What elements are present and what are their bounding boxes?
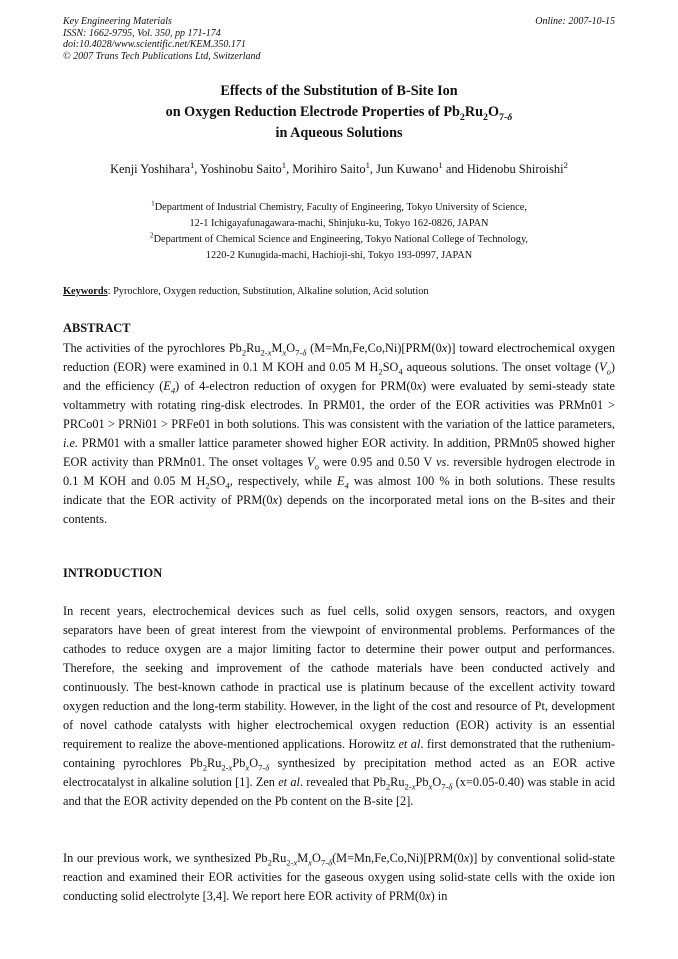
- author-list: Kenji Yoshihara$^1$, Yoshinobu Saito$^1$, Morihiro Saito$^1$, Jun Kuwano$^1$ and Hidenobu Shiroishi$^2$: [110, 159, 568, 176]
- keywords-text: Pyrochlore, Oxygen reduction, Substitution, Alkaline solution, Acid solution: [110, 286, 429, 297]
- introduction-paragraph-2: In our previous work, we synthesized $Pb_2Ru_{2-x}M_xO_{7-\delta}(M=Mn,Fe,Co,Ni)[PRM(0x)]$ by conventional solid-state reaction and examined their EOR activities for the gaseous oxygen using solid-state cells with the oxide ion conducting solid electrolyte [3,4]. We report here EOR activity of PRM(0x) in: [63, 851, 615, 903]
- title-line-2: [63, 102, 615, 123]
- author-name: Morihiro Saito: [292, 162, 366, 176]
- title-line-1: Effects of the Substitution of B-Site Ion: [220, 83, 458, 99]
- doi: doi:10.4028/www.scientific.net/KEM.350.171: [63, 39, 246, 50]
- author-affil-mark: 1: [438, 159, 443, 170]
- affiliation-2-line-1: Department of Chemical Science and Engineering, Tokyo National College of Technology,: [153, 234, 528, 245]
- affiliation-1-line-1: Department of Industrial Chemistry, Faculty of Engineering, Tokyo University of Science,: [154, 202, 527, 213]
- title-line-3: in Aqueous Solutions: [275, 125, 403, 141]
- title-line-2-text: on Oxygen Reduction Electrode Properties of: [165, 104, 444, 120]
- keywords: Keywords: Pyrochlore, Oxygen reduction, Substitution, Alkaline solution, Acid solution: [63, 286, 429, 297]
- copyright: © 2007 Trans Tech Publications Ltd, Switzerland: [63, 50, 261, 62]
- author-affil-mark: 2: [563, 159, 568, 170]
- author-affil-mark: 1: [281, 159, 287, 170]
- keywords-label: Keywords: [63, 286, 108, 297]
- issn: ISSN: 1662-9795, Vol. 350, pp 171-174: [63, 27, 221, 39]
- title-formula: $Pb_2Ru_2O_{7-\delta}$: [443, 104, 513, 123]
- affiliation-1: [63, 200, 615, 216]
- affiliation-1-mark: 1: [151, 199, 155, 208]
- journal-header: [63, 16, 615, 62]
- affiliation-2: [63, 232, 615, 248]
- author-name: Hidenobu Shiroishi: [466, 162, 564, 176]
- affiliation-2-mark: 2: [150, 231, 154, 240]
- online-date: Online: 2007-10-15: [535, 16, 615, 27]
- abstract-heading: ABSTRACT: [63, 321, 131, 335]
- paper-title: [63, 81, 615, 144]
- affiliations: [63, 200, 615, 264]
- introduction-paragraph-1: In recent years, electrochemical devices such as fuel cells, solid oxygen sensors, reactors, and oxygen separators have been of great interest from the viewpoint of environmental problems. Performances of the cathodes to reduce oxygen are a major limiting factor to determine their power output and performances. Therefore, the seeking and improvement of the cathode materials have been conducted actively and continuously. The best-known cathode in practical use is platinum because of the excellent activity toward oxygen reduction and the long-term stability. However, in the light of the cost and resource of Pt, development of novel cathode catalysts with higher electrochemical oxygen reduction (EOR) activity is an essential requirement to realize the above-mentioned applications. Horowitz et al. first demonstrated that the ruthenium-containing pyrochlores $Pb_2Ru_{2-x}Pb_xO_{7-\delta}$ synthesized by precipitation method acted as an EOR active electrocatalyst in alkaline solution [1]. Zen et al. revealed that $Pb_2Ru_{2-x}Pb_xO_{7-\delta}$ (x=0.05-0.40) was stable in acid and that the EOR activity depended on the Pb content on the B-site [2].: [63, 604, 616, 808]
- author-name: Jun Kuwano: [376, 162, 439, 176]
- affiliation-1-line-2: 12-1 Ichigayafunagawara-machi, Shinjuku-ku, Tokyo 162-0826, JAPAN: [189, 218, 489, 229]
- affiliation-2-line-2: 1220-2 Kunugida-machi, Hachioji-shi, Tokyo 193-0997, JAPAN: [205, 250, 473, 261]
- author-affil-mark: 1: [365, 159, 370, 170]
- author-name: Kenji Yoshihara: [110, 162, 190, 176]
- author-name: Yoshinobu Saito: [200, 162, 282, 176]
- introduction-heading: INTRODUCTION: [63, 566, 163, 580]
- author-affil-mark: 1: [189, 159, 195, 170]
- abstract-text: The activities of the pyrochlores $Pb_2Ru_{2-x}M_xO_{7-\delta}$ (M=Mn,Fe,Co,Ni)[PRM(0x)] toward electrochemical oxygen reduction (EOR) were examined in 0.1 M KOH and 0.05 M $H_2SO_4$ aqueous solutions. The onset voltage $(V_o)$ and the efficiency $(E_4)$ of 4-electron reduction of oxygen for PRM(0x) were evaluated by semi-steady state voltammetry with rotating ring-disk electrodes. In PRM01, the order of the EOR activities was PRMn01 > PRCo01 > PRNi01 > PRFe01 in both solutions. This was consistent with the variation of the lattice parameters, i.e. PRM01 with a smaller lattice parameter showed higher EOR activity. In addition, PRMn05 showed higher EOR activity than PRMn01. The onset voltages $V_o$ were 0.95 and 0.50 V vs. reversible hydrogen electrode in 0.1 M KOH and 0.05 M $H_2SO_4$, respectively, while $E_4$ was almost 100 % in both solutions. These results indicate that the EOR activity of PRM(0x) depends on the incorporated metal ions on the B-sites and their contents.: [63, 341, 616, 526]
- journal-name: Key Engineering Materials: [63, 16, 172, 27]
